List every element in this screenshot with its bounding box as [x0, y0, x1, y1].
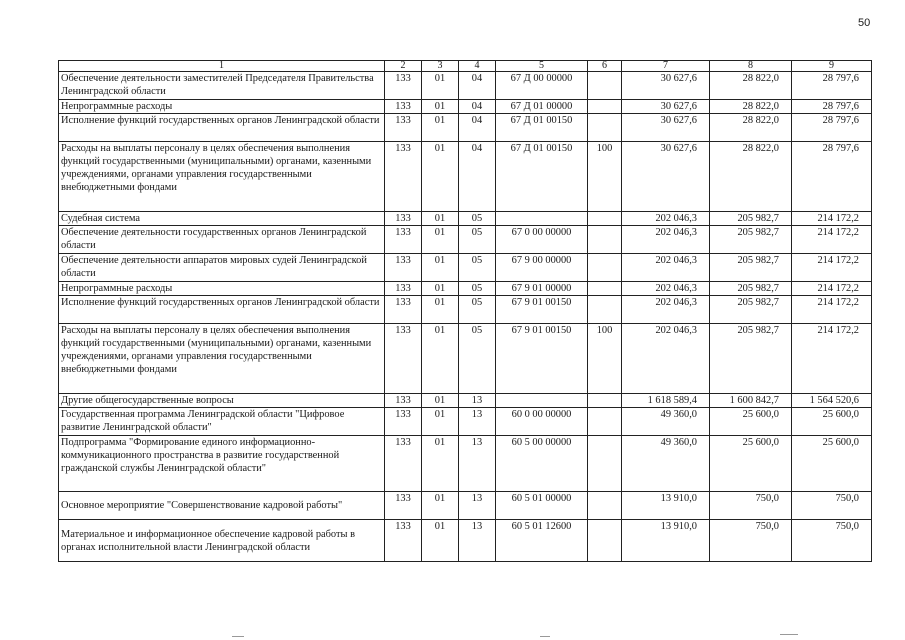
- cell-c6: [588, 520, 622, 562]
- row-name: Непрограммные расходы: [59, 282, 385, 296]
- cell-c8: 28 822,0: [710, 114, 792, 142]
- cell-c2: 133: [385, 394, 422, 408]
- cell-c7: 30 627,6: [622, 72, 710, 100]
- cell-c8: 205 982,7: [710, 282, 792, 296]
- scan-artifact: [232, 636, 244, 637]
- cell-c8: 28 822,0: [710, 142, 792, 212]
- cell-c7: 202 046,3: [622, 282, 710, 296]
- cell-c4: 04: [459, 142, 496, 212]
- cell-c5: 67 Д 01 00000: [496, 100, 588, 114]
- cell-c9: 28 797,6: [792, 100, 872, 114]
- cell-c5: 60 5 01 12600: [496, 520, 588, 562]
- cell-c8: 25 600,0: [710, 408, 792, 436]
- cell-c5: 60 0 00 00000: [496, 408, 588, 436]
- cell-c6: [588, 394, 622, 408]
- cell-c9: 214 172,2: [792, 254, 872, 282]
- cell-c7: 202 046,3: [622, 296, 710, 324]
- cell-c4: 05: [459, 324, 496, 394]
- cell-c2: 133: [385, 324, 422, 394]
- cell-c4: 05: [459, 282, 496, 296]
- table-row: [59, 324, 872, 394]
- cell-c8: 205 982,7: [710, 226, 792, 254]
- cell-c9: 25 600,0: [792, 408, 872, 436]
- cell-c4: 13: [459, 394, 496, 408]
- cell-c2: 133: [385, 408, 422, 436]
- cell-c6: [588, 226, 622, 254]
- cell-c6: [588, 436, 622, 492]
- row-name: Расходы на выплаты персоналу в целях обеспечения выполнения функций государственными (муниципальными) органами, казенными учреждениями, органами управления государственными внебюджетными фондами: [59, 324, 385, 394]
- cell-c4: 05: [459, 254, 496, 282]
- cell-c6: [588, 492, 622, 520]
- cell-c2: 133: [385, 254, 422, 282]
- cell-c6: [588, 282, 622, 296]
- scan-artifact: [780, 634, 798, 635]
- cell-c6: 100: [588, 142, 622, 212]
- cell-c8: 205 982,7: [710, 254, 792, 282]
- col-header-5: 5: [496, 61, 588, 72]
- cell-c8: 205 982,7: [710, 212, 792, 226]
- cell-c6: [588, 114, 622, 142]
- cell-c4: 04: [459, 114, 496, 142]
- cell-c7: 13 910,0: [622, 520, 710, 562]
- cell-c6: [588, 254, 622, 282]
- cell-c3: 01: [422, 394, 459, 408]
- cell-c9: 750,0: [792, 492, 872, 520]
- cell-c7: 202 046,3: [622, 226, 710, 254]
- cell-c7: 49 360,0: [622, 436, 710, 492]
- row-name: Расходы на выплаты персоналу в целях обеспечения выполнения функций государственными (муниципальными) органами, казенными учреждениями, органами управления государственными внебюджетными фондами: [59, 142, 385, 212]
- page-number: 50: [858, 17, 871, 29]
- row-name: Непрограммные расходы: [59, 100, 385, 114]
- cell-c5: 67 0 00 00000: [496, 226, 588, 254]
- table-row: [59, 492, 872, 520]
- cell-c2: 133: [385, 142, 422, 212]
- cell-c3: 01: [422, 296, 459, 324]
- cell-c9: 214 172,2: [792, 282, 872, 296]
- col-header-1: 1: [59, 61, 385, 72]
- cell-c9: 214 172,2: [792, 226, 872, 254]
- cell-c9: 28 797,6: [792, 114, 872, 142]
- cell-c7: 1 618 589,4: [622, 394, 710, 408]
- cell-c7: 49 360,0: [622, 408, 710, 436]
- cell-c4: 13: [459, 436, 496, 492]
- cell-c3: 01: [422, 142, 459, 212]
- cell-c3: 01: [422, 408, 459, 436]
- table-row: [59, 114, 872, 142]
- cell-c3: 01: [422, 72, 459, 100]
- cell-c3: 01: [422, 324, 459, 394]
- row-name: Другие общегосударственные вопросы: [59, 394, 385, 408]
- row-name: Подпрограмма "Формирование единого информационно-коммуникационного пространства в развитие государственной гражданской службы Ленинградской области": [59, 436, 385, 492]
- cell-c7: 30 627,6: [622, 114, 710, 142]
- cell-c7: 202 046,3: [622, 324, 710, 394]
- cell-c5: 67 Д 01 00150: [496, 114, 588, 142]
- budget-table: [58, 60, 872, 562]
- col-header-6: 6: [588, 61, 622, 72]
- cell-c5: 67 9 01 00150: [496, 296, 588, 324]
- cell-c6: [588, 296, 622, 324]
- cell-c4: 05: [459, 226, 496, 254]
- cell-c6: [588, 72, 622, 100]
- cell-c2: 133: [385, 282, 422, 296]
- cell-c9: 1 564 520,6: [792, 394, 872, 408]
- cell-c3: 01: [422, 436, 459, 492]
- row-name: Обеспечение деятельности аппаратов мировых судей Ленинградской области: [59, 254, 385, 282]
- cell-c4: 05: [459, 212, 496, 226]
- cell-c3: 01: [422, 226, 459, 254]
- cell-c5: [496, 212, 588, 226]
- cell-c3: 01: [422, 100, 459, 114]
- cell-c2: 133: [385, 492, 422, 520]
- cell-c5: 60 5 00 00000: [496, 436, 588, 492]
- cell-c3: 01: [422, 520, 459, 562]
- cell-c7: 30 627,6: [622, 142, 710, 212]
- cell-c8: 28 822,0: [710, 100, 792, 114]
- cell-c9: 28 797,6: [792, 72, 872, 100]
- cell-c5: 67 Д 00 00000: [496, 72, 588, 100]
- row-name: Судебная система: [59, 212, 385, 226]
- col-header-2: 2: [385, 61, 422, 72]
- cell-c4: 04: [459, 72, 496, 100]
- table-row: [59, 394, 872, 408]
- col-header-3: 3: [422, 61, 459, 72]
- cell-c3: 01: [422, 254, 459, 282]
- col-header-7: 7: [622, 61, 710, 72]
- cell-c9: 214 172,2: [792, 324, 872, 394]
- cell-c3: 01: [422, 282, 459, 296]
- cell-c8: 205 982,7: [710, 324, 792, 394]
- table-row: [59, 226, 872, 254]
- cell-c5: [496, 394, 588, 408]
- row-name: Исполнение функций государственных органов Ленинградской области: [59, 296, 385, 324]
- cell-c4: 13: [459, 520, 496, 562]
- cell-c5: 60 5 01 00000: [496, 492, 588, 520]
- table-row: [59, 408, 872, 436]
- cell-c5: 67 9 01 00150: [496, 324, 588, 394]
- table-row: [59, 254, 872, 282]
- cell-c2: 133: [385, 212, 422, 226]
- row-name: Обеспечение деятельности заместителей Председателя Правительства Ленинградской области: [59, 72, 385, 100]
- cell-c6: [588, 408, 622, 436]
- table-row: [59, 72, 872, 100]
- cell-c6: [588, 212, 622, 226]
- row-name: Материальное и информационное обеспечение кадровой работы в органах исполнительной власти Ленинградской области: [59, 520, 385, 562]
- cell-c9: 214 172,2: [792, 296, 872, 324]
- scan-artifact: [540, 636, 550, 637]
- table-row: [59, 212, 872, 226]
- cell-c7: 202 046,3: [622, 212, 710, 226]
- row-name: Основное мероприятие "Совершенствование кадровой работы": [59, 492, 385, 520]
- cell-c7: 13 910,0: [622, 492, 710, 520]
- row-name: Государственная программа Ленинградской области "Цифровое развитие Ленинградской области": [59, 408, 385, 436]
- cell-c4: 04: [459, 100, 496, 114]
- cell-c2: 133: [385, 114, 422, 142]
- cell-c3: 01: [422, 212, 459, 226]
- cell-c4: 05: [459, 296, 496, 324]
- col-header-4: 4: [459, 61, 496, 72]
- table-row: [59, 436, 872, 492]
- cell-c9: 750,0: [792, 520, 872, 562]
- table-row: [59, 520, 872, 562]
- table-row: [59, 142, 872, 212]
- cell-c9: 214 172,2: [792, 212, 872, 226]
- cell-c4: 13: [459, 408, 496, 436]
- cell-c7: 202 046,3: [622, 254, 710, 282]
- cell-c5: 67 9 00 00000: [496, 254, 588, 282]
- cell-c8: 28 822,0: [710, 72, 792, 100]
- cell-c5: 67 9 01 00000: [496, 282, 588, 296]
- cell-c2: 133: [385, 226, 422, 254]
- cell-c6: 100: [588, 324, 622, 394]
- cell-c7: 30 627,6: [622, 100, 710, 114]
- column-number-header-row: [59, 61, 872, 72]
- cell-c8: 750,0: [710, 492, 792, 520]
- col-header-8: 8: [710, 61, 792, 72]
- cell-c3: 01: [422, 114, 459, 142]
- cell-c9: 28 797,6: [792, 142, 872, 212]
- cell-c8: 25 600,0: [710, 436, 792, 492]
- table-row: [59, 100, 872, 114]
- cell-c2: 133: [385, 520, 422, 562]
- cell-c8: 1 600 842,7: [710, 394, 792, 408]
- cell-c8: 750,0: [710, 520, 792, 562]
- cell-c9: 25 600,0: [792, 436, 872, 492]
- cell-c4: 13: [459, 492, 496, 520]
- cell-c5: 67 Д 01 00150: [496, 142, 588, 212]
- cell-c2: 133: [385, 436, 422, 492]
- col-header-9: 9: [792, 61, 872, 72]
- cell-c6: [588, 100, 622, 114]
- cell-c2: 133: [385, 296, 422, 324]
- cell-c2: 133: [385, 72, 422, 100]
- table-row: [59, 282, 872, 296]
- cell-c8: 205 982,7: [710, 296, 792, 324]
- cell-c3: 01: [422, 492, 459, 520]
- row-name: Обеспечение деятельности государственных органов Ленинградской области: [59, 226, 385, 254]
- row-name: Исполнение функций государственных органов Ленинградской области: [59, 114, 385, 142]
- table-row: [59, 296, 872, 324]
- cell-c2: 133: [385, 100, 422, 114]
